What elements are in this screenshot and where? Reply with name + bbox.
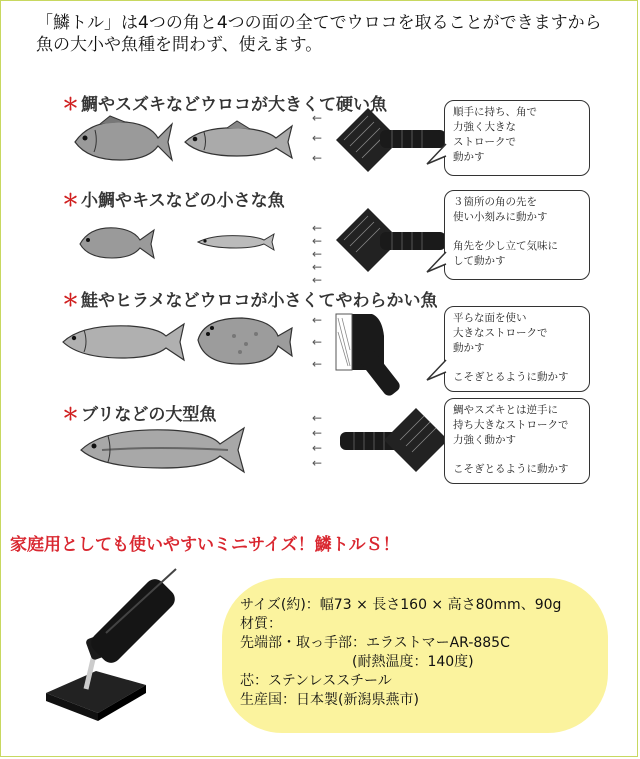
section-title-text: 鮭やヒラメなどウロコが小さくてやわらかい魚 [81, 291, 438, 311]
bubble-line: して動かす [453, 255, 506, 267]
bubble-line: 動かす [453, 151, 485, 163]
scaler-tool-reverse-grip [338, 402, 454, 482]
bubble-line: 平らな面を使い [453, 312, 527, 324]
bubble-line: 順手に持ち、角で [453, 106, 537, 118]
arrow-left-icon: ← [312, 273, 323, 287]
intro-line-2: 魚の大小や魚種を問わず、使えます。 [36, 35, 323, 55]
bubble-line: 動かす [453, 342, 485, 354]
stroke-arrows [312, 314, 332, 370]
arrow-left-icon: ← [312, 111, 323, 125]
usage-bubble-4 [444, 398, 590, 484]
sea-bream-illustration [70, 112, 175, 168]
sillago-illustration [196, 230, 276, 252]
yellowtail-illustration [78, 420, 248, 476]
arrow-left-icon: ← [312, 221, 323, 235]
mini-scaler-product-photo [36, 563, 216, 723]
promo-headline: 家庭用としても使いやすいミニサイズ！鱗トルＳ！ [10, 535, 400, 555]
spec-heat-resistance: (耐熱温度：140度) [240, 654, 474, 670]
spec-size: サイズ(約)：幅73 × 長さ160 × 高さ80mm、90g [240, 597, 562, 613]
bubble-line: 力強く大きな [453, 121, 516, 133]
arrow-left-icon: ← [312, 260, 323, 274]
sea-bass-illustration [182, 120, 294, 162]
bubble-line: こそぎとるように動かす [453, 463, 569, 475]
spec-material-tip: 先端部・取っ手部：エラストマーAR-885C [240, 635, 510, 651]
section-title-text: 小鯛やキスなどの小さな魚 [81, 191, 285, 211]
section-title-small-fish [62, 186, 285, 211]
arrow-left-icon: ← [312, 131, 323, 145]
stroke-arrows [312, 222, 332, 286]
bubble-line: ３箇所の角の先を [453, 196, 537, 208]
bubble-spacer [453, 225, 581, 239]
bubble-line: 力強く動かす [453, 434, 516, 446]
flounder-illustration [194, 314, 294, 368]
bubble-tail [425, 356, 447, 386]
bubble-spacer [453, 356, 581, 370]
usage-bubble-1 [444, 100, 590, 176]
scaler-tool-flat-face [330, 310, 430, 396]
usage-bubble-3 [444, 306, 590, 392]
arrow-left-icon: ← [312, 456, 323, 470]
intro-line-1: 「鱗トル」は4つの角と4つの面の全てでウロコを取ることができますから [36, 13, 602, 33]
bubble-line: 使い小刻みに動かす [453, 211, 548, 223]
salmon-illustration [60, 316, 186, 364]
arrow-left-icon: ← [312, 426, 323, 440]
intro-text [36, 12, 626, 56]
star-mark: ＊ [62, 405, 79, 425]
spec-origin: 生産国：日本製(新潟県燕市) [240, 692, 419, 708]
arrow-left-icon: ← [312, 335, 323, 349]
section-title-text: ブリなどの大型魚 [81, 405, 217, 425]
bubble-line: こそぎとるように動かす [453, 371, 569, 383]
star-mark: ＊ [62, 291, 79, 311]
small-sea-bream-illustration [76, 222, 156, 262]
spec-material-label: 材質： [240, 616, 282, 632]
bubble-line: ストロークで [453, 136, 516, 148]
stroke-arrows [312, 412, 332, 469]
spec-text [240, 596, 561, 710]
bubble-line: 角先を少し立て気味に [453, 240, 558, 252]
section-title-soft-scale-fish [62, 286, 438, 311]
arrow-left-icon: ← [312, 357, 323, 371]
spec-core: 芯：ステンレススチール [240, 673, 392, 689]
bubble-line: 鯛やスズキとは逆手に [453, 404, 558, 416]
bubble-line: 持ち大きなストロークで [453, 419, 569, 431]
arrow-left-icon: ← [312, 151, 323, 165]
section-title-text: 鯛やスズキなどウロコが大きくて硬い魚 [81, 95, 387, 115]
usage-bubble-2 [444, 190, 590, 280]
arrow-left-icon: ← [312, 441, 323, 455]
arrow-left-icon: ← [312, 247, 323, 261]
arrow-left-icon: ← [312, 234, 323, 248]
bubble-line: 大きなストロークで [453, 327, 548, 339]
bubble-tail [425, 248, 447, 278]
bubble-spacer [453, 448, 581, 462]
bubble-tail [425, 140, 447, 170]
arrow-left-icon: ← [312, 411, 323, 425]
stroke-arrows [312, 112, 332, 164]
star-mark: ＊ [62, 95, 79, 115]
arrow-left-icon: ← [312, 313, 323, 327]
star-mark: ＊ [62, 191, 79, 211]
